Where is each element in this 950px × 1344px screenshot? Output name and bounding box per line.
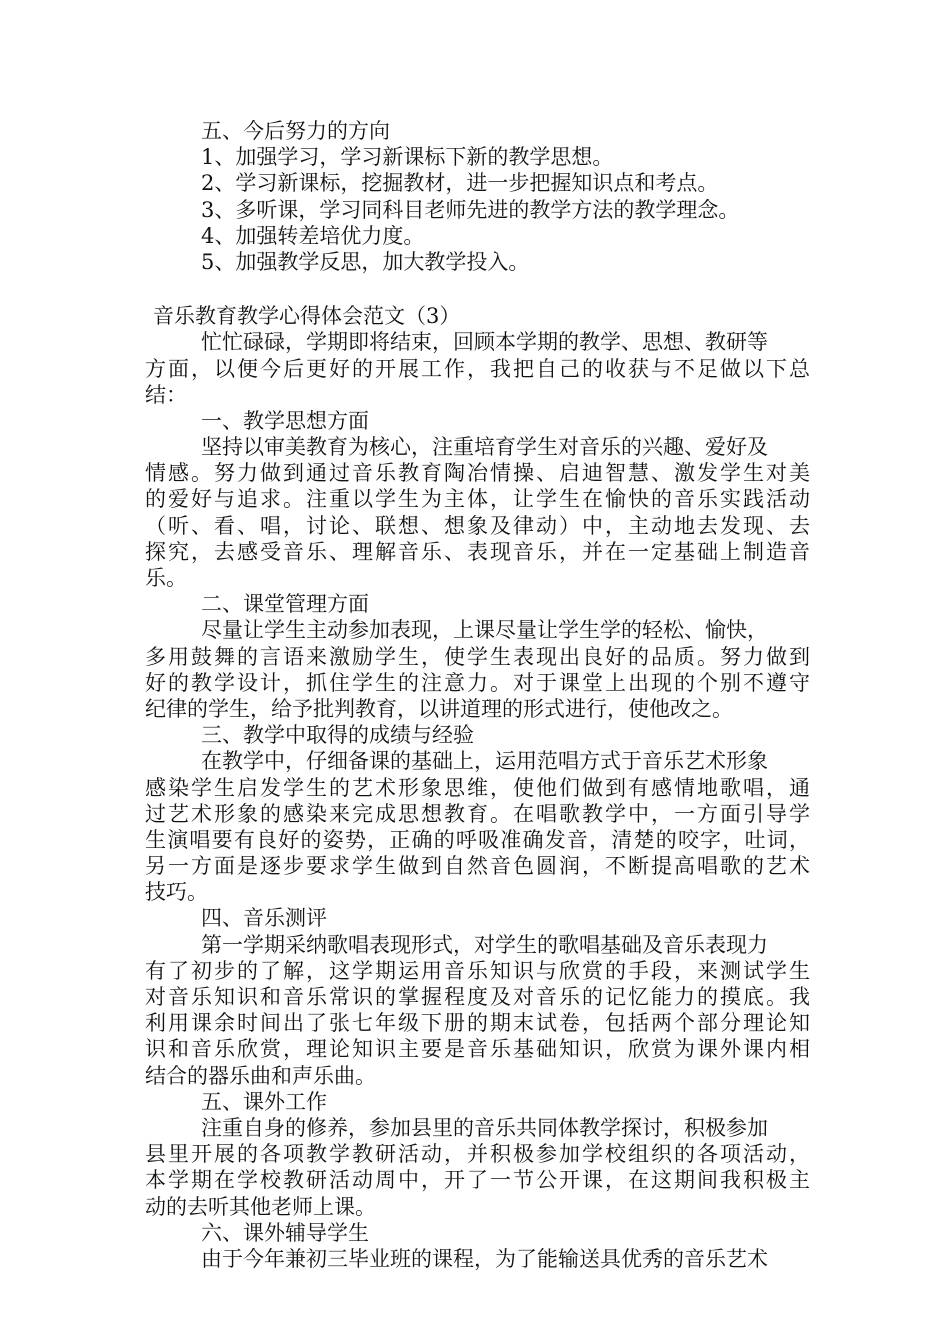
list-item: 3、多听课，学习同科目老师先进的教学方法的教学理念。 — [201, 197, 740, 222]
spacer — [145, 275, 810, 303]
document-page — [145, 118, 810, 1272]
section-heading: 二、课堂管理方面 — [201, 592, 369, 617]
list-item: 1、加强学习，学习新课标下新的教学思想。 — [201, 145, 614, 170]
paragraph-line: 方面，以便今后更好的开展工作，我把自己的收获与不足做以下总 — [145, 356, 810, 381]
section-heading: 一、教学思想方面 — [201, 408, 369, 433]
paragraph-line: 县里开展的各项教学教研活动，并积极参加学校组织的各项活动， — [145, 1142, 810, 1167]
list-item: 4、加强转差培优力度。 — [201, 223, 425, 248]
paragraph-line: 纪律的学生，给予批判教育，以讲道理的形式进行，使他改之。 — [145, 696, 733, 721]
section-heading: 四、音乐测评 — [201, 906, 327, 931]
list-item: 2、学习新课标，挖掘教材，进一步把握知识点和考点。 — [201, 171, 719, 196]
paragraph-line: 由于今年兼初三毕业班的课程，为了能输送具优秀的音乐艺术 — [201, 1246, 768, 1271]
section-heading: 三、教学中取得的成绩与经验 — [201, 723, 474, 748]
paragraph-line: 利用课余时间出了张七年级下册的期末试卷，包括两个部分理论知 — [145, 1011, 810, 1036]
paragraph-line: 情感。努力做到通过音乐教育陶冶情操、启迪智慧、激发学生对美 — [145, 461, 810, 486]
paragraph-line: 有了初步的了解，这学期运用音乐知识与欣赏的手段，来测试学生 — [145, 958, 810, 983]
section-heading: 五、课外工作 — [201, 1089, 327, 1114]
paragraph-line: 多用鼓舞的言语来激励学生，使学生表现出良好的品质。努力做到 — [145, 644, 810, 669]
paragraph-line: 坚持以审美教育为核心，注重培育学生对音乐的兴趣、爱好及 — [201, 435, 768, 460]
paragraph-line: 第一学期采纳歌唱表现形式，对学生的歌唱基础及音乐表现力 — [201, 932, 768, 957]
paragraph-line: 在教学中，仔细备课的基础上，运用范唱方式于音乐艺术形象 — [201, 749, 768, 774]
article-title: 音乐教育教学心得体会范文（3） — [153, 304, 461, 329]
list-item: 5、加强教学反思，加大教学投入。 — [201, 249, 530, 274]
paragraph-line: 尽量让学生主动参加表现，上课尽量让学生学的轻松、愉快， — [201, 618, 768, 643]
paragraph-line: 另一方面是逐步要求学生做到自然音色圆润，不断提高唱歌的艺术 — [145, 854, 810, 879]
paragraph-line: 探究，去感受音乐、理解音乐、表现音乐，并在一定基础上制造音 — [145, 539, 810, 564]
paragraph-line: 对音乐知识和音乐常识的掌握程度及对音乐的记忆能力的摸底。我 — [145, 985, 810, 1009]
paragraph-line: 的爱好与追求。注重以学生为主体，让学生在愉快的音乐实践活动 — [145, 487, 810, 512]
paragraph-line: 技巧。 — [145, 880, 208, 905]
paragraph-line: 识和音乐欣赏，理论知识主要是音乐基础知识，欣赏为课外课内相 — [145, 1037, 810, 1062]
paragraph-line: 本学期在学校教研活动周中，开了一节公开课，在这期间我积极主 — [145, 1168, 810, 1193]
paragraph-line: 动的去听其他老师上课。 — [145, 1194, 376, 1219]
paragraph-line: 生演唱要有良好的姿势，正确的呼吸准确发音，清楚的咬字，吐词， — [145, 827, 810, 852]
paragraph-line: 过艺术形象的感染来完成思想教育。在唱歌教学中，一方面引导学 — [145, 801, 810, 826]
section-heading: 五、今后努力的方向 — [201, 119, 390, 143]
paragraph-line: 结合的器乐曲和声乐曲。 — [145, 1063, 376, 1088]
paragraph-line: （听、看、唱，讨论、联想、想象及律动）中，主动地去发现、去 — [145, 513, 810, 538]
paragraph-line: 结： — [145, 382, 187, 407]
paragraph-line: 乐。 — [145, 566, 187, 590]
paragraph-line: 好的教学设计，抓住学生的注意力。对于课堂上出现的个别不遵守 — [145, 670, 810, 695]
paragraph-line: 忙忙碌碌，学期即将结束，回顾本学期的教学、思想、教研等 — [201, 330, 768, 355]
paragraph-line: 感染学生启发学生的艺术形象思维，使他们做到有感情地歌唱，通 — [145, 775, 810, 800]
section-heading: 六、课外辅导学生 — [201, 1220, 369, 1245]
paragraph-line: 注重自身的修养，参加县里的音乐共同体教学探讨，积极参加 — [201, 1115, 768, 1140]
